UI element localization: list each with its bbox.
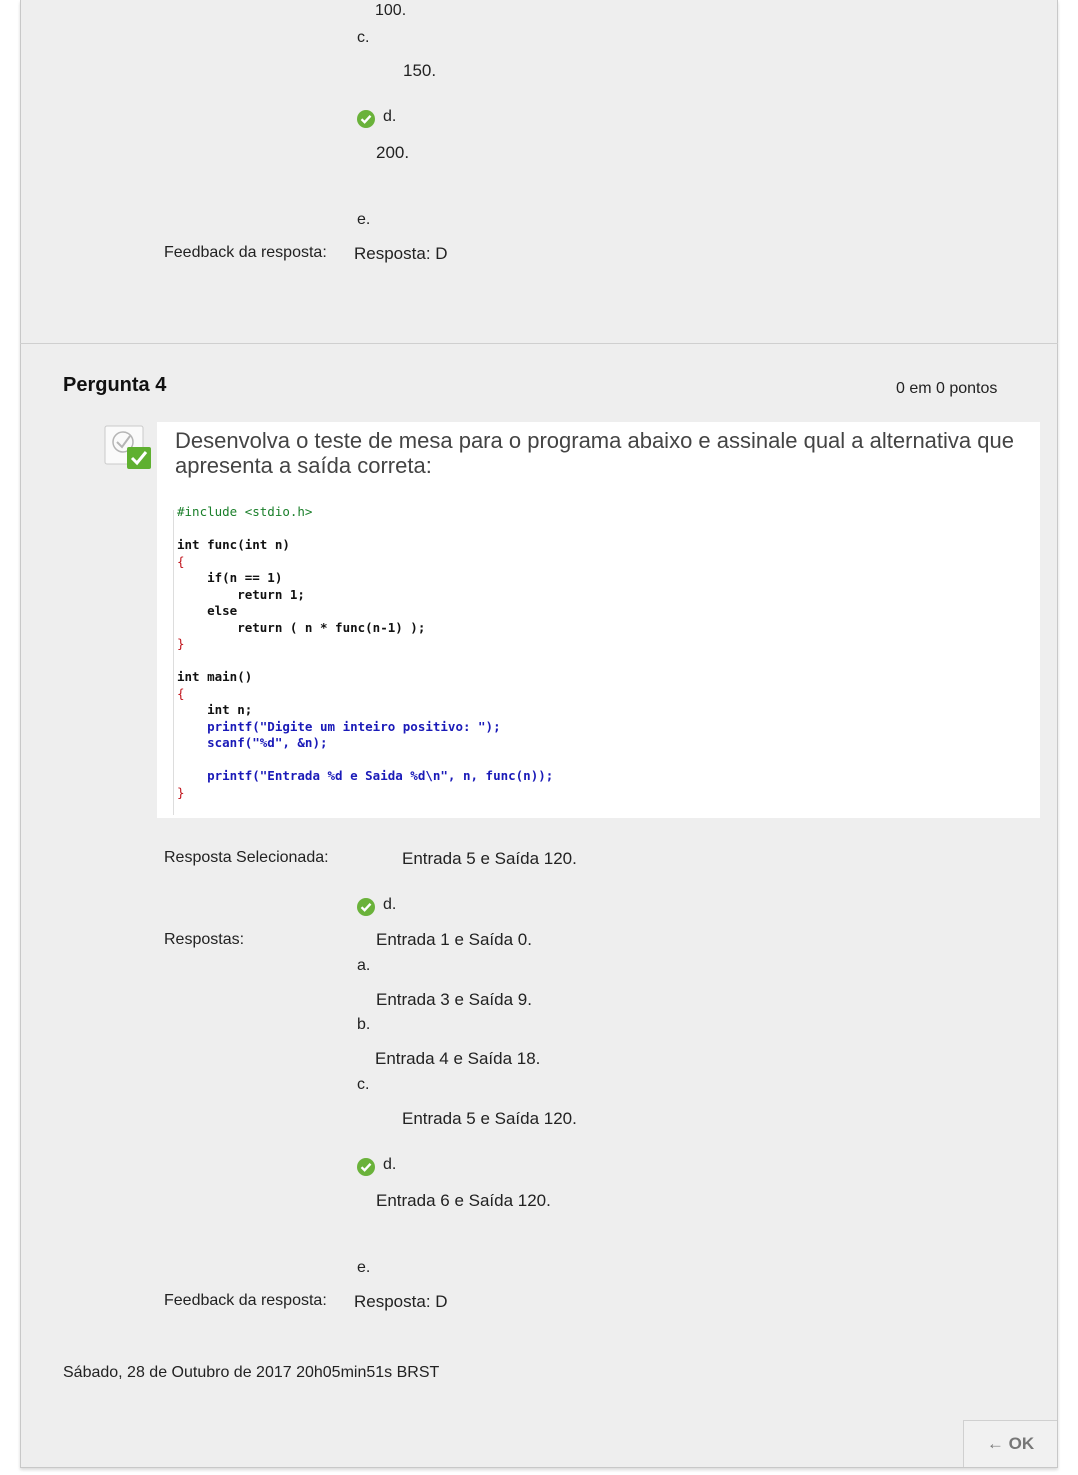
code-line: return ( n * func(n-1) ); [177,619,426,635]
graded-question-icon [104,424,152,470]
code-line: } [177,636,185,651]
answer-a-letter: a. [357,957,371,974]
question-title: Pergunta 4 [63,374,167,396]
option-c-value: 150. [403,61,437,80]
ok-button-label: ← OK [986,1434,1035,1453]
code-line: { [177,553,185,569]
correct-check-icon [357,110,375,128]
feedback-value: Resposta: D [354,1292,448,1311]
selected-answer-value: Entrada 5 e Saída 120. [402,849,577,868]
option-c-letter: c. [357,29,370,46]
question-divider [20,343,1058,344]
feedback-label: Feedback da resposta: [164,1292,327,1309]
feedback-value: Resposta: D [354,244,448,263]
code-line: return 1; [177,586,305,602]
answer-d-letter: d. [383,1156,397,1173]
ok-button[interactable] [963,1420,1057,1467]
option-d-letter: d. [383,108,397,125]
code-line: } [177,784,185,800]
feedback-label: Feedback da resposta: [164,244,327,261]
question-points: 0 em 0 pontos [896,380,998,397]
code-line: int main() [177,669,253,684]
code-line: printf("Entrada %d e Saida %d\n", n, func(n)); [177,768,554,783]
selected-answer-letter: d. [383,896,397,913]
answers-label: Respostas: [164,931,245,948]
option-e-letter: e. [357,211,371,228]
code-line: { [177,685,185,701]
answer-d-text: Entrada 5 e Saída 120. [402,1109,577,1128]
option-b-value: 100. [375,2,407,19]
code-line: else [177,603,238,618]
code-line: if(n == 1) [177,570,283,585]
question-prompt: Desenvolva o teste de mesa para o programa abaixo e assinale qual a alternativa que apresenta a saída correta: [175,428,1014,478]
timestamp: Sábado, 28 de Outubro de 2017 20h05min51s BRST [63,1364,440,1381]
code-line: scanf("%d", &n); [177,735,328,750]
code-block [177,504,553,801]
code-line: #include <stdio.h> [177,504,313,519]
answer-e-text: Entrada 6 e Saída 120. [376,1191,551,1210]
code-line: int n; [177,702,253,717]
answer-e-letter: e. [357,1259,371,1276]
correct-check-icon [357,1158,375,1176]
correct-check-icon [357,898,375,916]
answer-b-letter: b. [357,1016,371,1033]
answer-a-text: Entrada 1 e Saída 0. [376,930,532,949]
question-content [157,422,1040,818]
code-line: int func(int n) [177,537,290,552]
code-line: printf("Digite um inteiro positivo: "); [177,718,501,734]
selected-answer-label: Resposta Selecionada: [164,849,329,866]
code-gutter [173,510,174,815]
option-d-value: 200. [376,143,410,162]
answer-c-text: Entrada 4 e Saída 18. [375,1049,541,1068]
answer-c-letter: c. [357,1076,370,1093]
answer-b-text: Entrada 3 e Saída 9. [376,990,532,1009]
